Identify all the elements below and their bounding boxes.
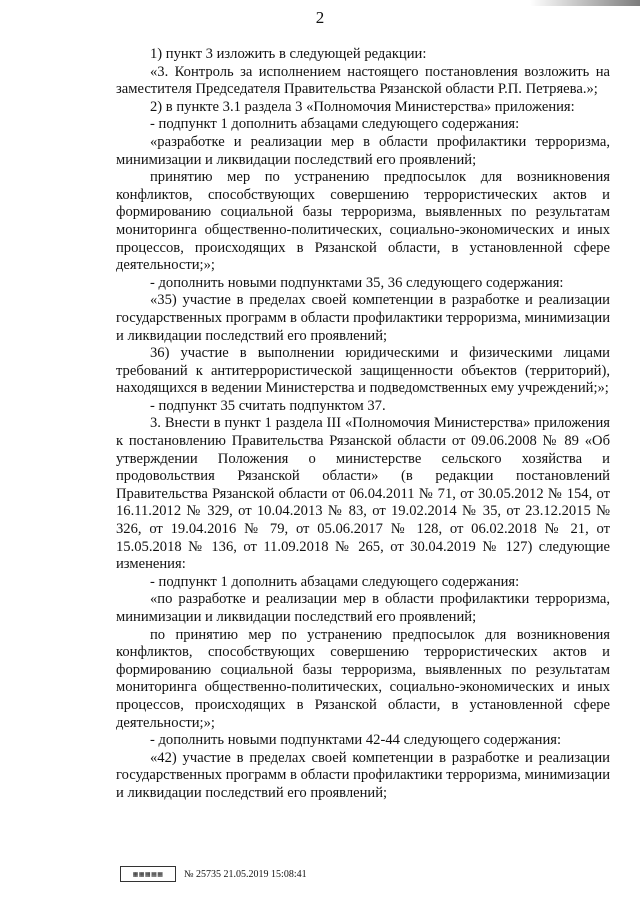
paragraph: - дополнить новыми подпунктами 42-44 следующего содержания: [150,732,562,749]
paragraph: принятию мер по устранению предпосылок для возникновения конфликтов, способствующих совершению террористических актов и формированию социальной базы терроризма, выявленных по результатам мониторинга общественно-политических, социально-экономических и иных процессов, происходящих в Рязанской области, в установленной сфере деятельности;»; [116,169,610,274]
paragraph: - подпункт 1 дополнить абзацами следующего содержания: [150,573,520,590]
paragraph: «3. Контроль за исполнением настоящего постановления возложить на заместителя Председателя Правительства Рязанской области Р.П. Петряева.»; [116,63,610,98]
paragraph: - подпункт 1 дополнить абзацами следующего содержания: [150,116,520,133]
paragraph: - дополнить новыми подпунктами 35, 36 следующего содержания: [150,274,564,291]
page-number: 2 [315,8,325,27]
paragraph: «разработке и реализации мер в области профилактики терроризма, минимизации и ликвидации последствий его проявлений; [116,133,610,168]
paragraph: 3. Внести в пункт 1 раздела III «Полномочия Министерства» приложения к постановлению Правительства Рязанской области от 09.06.2008 № 89 «Об утверждении Положения о министерстве сельского хозяйства и продовольствия Рязанской области» (в редакции постановлений Правительства Рязанской области от 06.04.2011 № 71, от 30.05.2012 № 154, от 16.11.2012 № 329, от 10.04.2013 № 83, от 19.02.2014 № 35, от 23.12.2015 № 326, от 19.04.2016 № 79, от 05.06.2017 № 128, от 06.02.2018 № 21, от 15.05.2018 № 136, от 11.09.2018 № 265, от 30.04.2019 № 127) следующие изменения: [116,415,610,573]
paragraph: «по разработке и реализации мер в области профилактики терроризма, минимизации и ликвидации последствий его проявлений; [116,591,610,625]
paragraph: - подпункт 35 считать подпунктом 37. [150,397,386,414]
registration-stamp: № 25735 21.05.2019 15:08:41 [184,868,307,880]
registry-logo-icon: ▦▦▦▦▦ [120,866,176,882]
paragraph: 1) пункт 3 изложить в следующей редакции: [150,46,427,62]
paragraph: «35) участие в пределах своей компетенции в разработке и реализации государственных программ в области профилактики терроризма, минимизации и ликвидации последствий его проявлений; [116,292,610,344]
scan-artifact [530,0,640,6]
paragraph: 2) в пункте 3.1 раздела 3 «Полномочия Министерства» приложения: [150,98,575,115]
paragraph: 36) участие в выполнении юридическими и физическими лицами требований к антитеррористической защищенности объектов (территорий), находящихся в ведении Министерства и подведомственных ему учреждений;»; [116,345,610,397]
paragraph: «42) участие в пределах своей компетенции в разработке и реализации государственных программ в области профилактики терроризма, минимизации и ликвидации последствий его проявлений; [116,749,610,801]
document-footer [120,866,307,882]
paragraph: по принятию мер по устранению предпосылок для возникновения конфликтов, способствующих совершению террористических актов и формированию социальной базы терроризма, выявленных по результатам мониторинга общественно-политических, социально-экономических и иных процессов, происходящих в Рязанской области, в установленной сфере деятельности;»; [116,626,610,731]
document-body [116,46,610,803]
